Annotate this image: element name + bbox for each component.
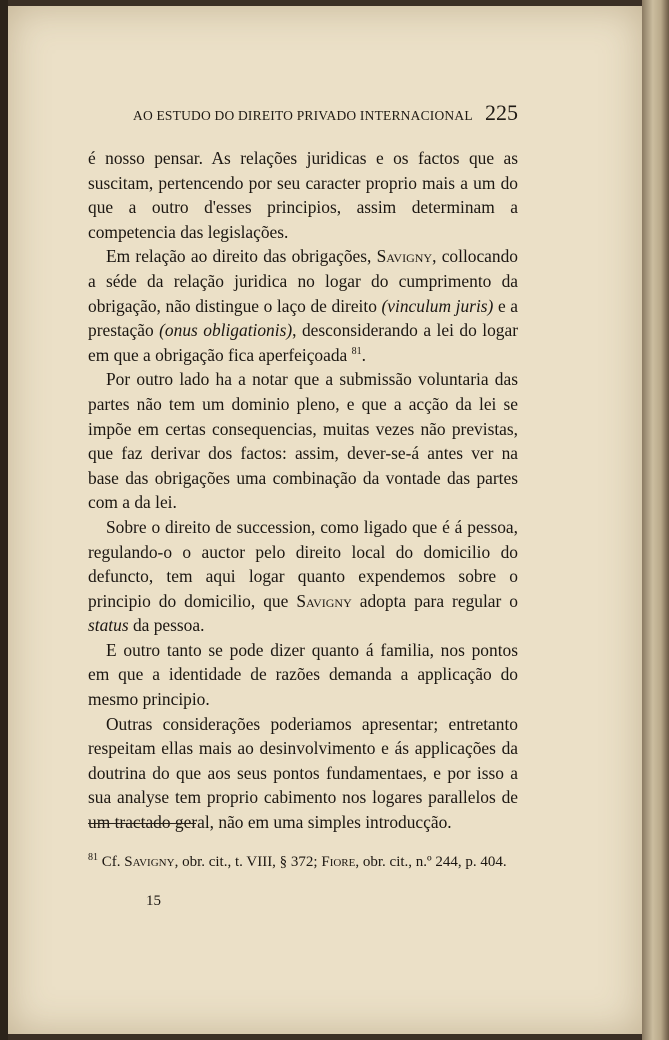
footnote-text: Cf.: [98, 854, 125, 870]
paragraph-4-text: adopta para regular o: [351, 590, 518, 611]
author-name-savigny: Savigny: [124, 854, 175, 870]
page-gutter-left: [0, 0, 8, 1040]
paragraph-2-text: , desconsiderando a lei do logar em que a obrigação fica aperfeiçoada: [88, 320, 518, 365]
latin-term-status: status: [88, 615, 129, 636]
author-name-savigny: Savigny: [376, 246, 433, 267]
footnote-number: 81: [88, 852, 98, 863]
running-header: [133, 100, 518, 126]
author-name-fiore: Fiore: [321, 854, 356, 870]
paragraph-4-text: da pessoa.: [128, 615, 205, 636]
signature-mark: 15: [146, 893, 161, 909]
paragraph-4-text: Sobre o direito de succession, como ligado que é á pessoa, regulando-o o auctor pelo direito local do domicilio do defuncto, tem aqui logar quanto expendemos sobre o principio do domicilio, que: [88, 516, 518, 611]
paragraph-3: Por outro lado ha a notar que a submissão voluntaria das partes não tem um dominio pleno, e que a acção da lei se impõe em certas consequencias, muitas vezes não previstas, que faz derivar dos factos: assim, dever-se-á antes ver na base das obrigações uma combinação da vontade das partes com a da lei.: [88, 369, 518, 513]
latin-term-onus: (onus obligationis): [159, 320, 293, 341]
paragraph-2-text: , collocando a séde da relação juridica no logar do cumprimento da obrigação, não distingue o laço de direito: [88, 246, 518, 316]
paragraph-2: [88, 244, 518, 367]
latin-term-vinculum: (vinculum juris): [381, 295, 494, 316]
paragraph-2-text: e a prestação: [88, 295, 518, 341]
paragraph-4: [88, 515, 518, 638]
paragraph-1: é nosso pensar. As relações juridicas e os factos que as suscitam, pertencendo por seu caracter proprio mais a um do que a outro d'esses principios, assim determinam a competencia das legislações.: [88, 148, 518, 242]
running-title: AO ESTUDO DO DIREITO PRIVADO INTERNACIONAL: [133, 108, 473, 123]
footnote-text: , obr. cit., n.º 244, p. 404.: [355, 854, 507, 870]
footnote-reference: 81: [351, 345, 362, 357]
paragraph-2-text: .: [361, 344, 366, 365]
paragraph-6: Outras considerações poderiamos apresentar; entretanto respeitam ellas mais ao desinvolvimento e ás applicações da doutrina do que aos seus pontos fundamentaes, e por isso a sua analyse tem proprio cabimento nos logares parallelos de um tractado geral, não em uma simples introducção.: [88, 713, 518, 833]
page-number: 225: [485, 100, 518, 125]
page-edge-right: [642, 0, 669, 1040]
paragraph-5: E outro tanto se pode dizer quanto á familia, nos pontos em que a identidade de razões demanda a applicação do mesmo principio.: [88, 639, 518, 710]
paragraph-2-text: Em relação ao direito das obrigações,: [106, 246, 377, 267]
footnote-divider: [88, 823, 196, 824]
footnote-text: , obr. cit., t. VIII, § 372;: [174, 854, 322, 870]
footnote: [88, 852, 518, 872]
author-name-savigny: Savigny: [296, 590, 352, 611]
body-text: [88, 146, 518, 835]
